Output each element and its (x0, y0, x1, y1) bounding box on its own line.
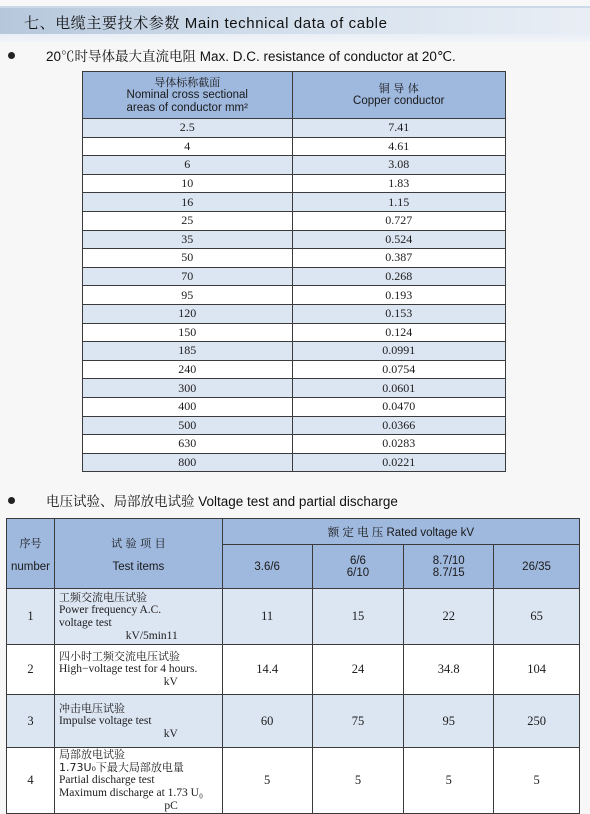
voltage-value-cell: 34.8 (404, 645, 494, 695)
voltage-value-cell: 22 (404, 589, 494, 645)
bullet-icon (8, 52, 15, 59)
resistance-table (82, 71, 506, 472)
table-row (83, 342, 506, 361)
voltage-value-cell: 95 (404, 695, 494, 748)
area-cell: 2.5 (83, 119, 293, 138)
resistance-cell: 0.0754 (292, 360, 506, 379)
area-cell: 95 (83, 286, 293, 305)
v2b: 6/10 (346, 566, 370, 579)
voltage-value-cell: 5 (404, 748, 494, 814)
area-cell: 630 (83, 435, 293, 454)
h-no-en: number (10, 560, 50, 573)
test-item-unit: kV (163, 727, 178, 740)
resistance-cell: 0.0470 (292, 397, 506, 416)
table-row (83, 304, 506, 323)
test-item-cell (54, 645, 222, 695)
table-row (7, 645, 580, 695)
table-row (83, 119, 506, 138)
table-row (83, 193, 506, 212)
h-item-cn: 试 验 项 目 (111, 536, 166, 550)
resistance-cell: 0.268 (292, 267, 506, 286)
header-v3 (404, 545, 494, 589)
area-cell: 240 (83, 360, 293, 379)
header-v2 (312, 545, 404, 589)
test-item-en1: High−voltage test for 4 hours. (58, 663, 198, 675)
col2-en: Copper conductor (353, 95, 445, 107)
resistance-cell: 1.15 (292, 193, 506, 212)
resistance-cell: 0.0221 (292, 453, 506, 472)
table-row (83, 435, 506, 454)
voltage-value-cell: 75 (312, 695, 404, 748)
area-cell: 185 (83, 342, 293, 361)
table-row (83, 267, 506, 286)
table-row (7, 748, 580, 814)
table-row (83, 397, 506, 416)
table-row (83, 174, 506, 193)
test-item-unit: kV (163, 676, 178, 688)
resistance-cell: 0.153 (292, 304, 506, 323)
row-number: 1 (7, 589, 55, 645)
table-row (83, 323, 506, 342)
voltage-value-cell: 104 (494, 645, 580, 695)
header-test-items (54, 519, 222, 589)
test-item-en1: Power frequency A.C. (58, 603, 162, 616)
area-cell: 35 (83, 230, 293, 249)
test-item-cn2: 1.73U₀下最大局部放电量 (58, 761, 184, 774)
test-item-en1: Partial discharge test (58, 774, 155, 786)
table-row (83, 137, 506, 156)
test-item-cn: 四小时工频交流电压试验 (58, 650, 180, 663)
resistance-cell: 0.0283 (292, 435, 506, 454)
test-item-cn: 工频交流电压试验 (58, 590, 147, 604)
row-number: 4 (7, 748, 55, 814)
table-row (83, 360, 506, 379)
col1-en1: Nominal cross sectional (126, 88, 248, 101)
header-rated-voltage: 额 定 电 压 Rated voltage kV (222, 519, 579, 545)
voltage-value-cell: 14.4 (222, 645, 312, 695)
test-item-unit: pC (164, 800, 178, 812)
voltage-test-table (6, 518, 580, 814)
col-header-area (83, 72, 293, 119)
area-cell: 70 (83, 267, 293, 286)
header-v1: 3.6/6 (222, 545, 312, 589)
resistance-cell: 0.0601 (292, 379, 506, 398)
test-item-en2: voltage test (58, 616, 112, 629)
col1-en2: areas of conductor mm² (126, 101, 248, 114)
table-row (83, 249, 506, 268)
resistance-cell: 0.193 (292, 286, 506, 305)
test-item-en2: Maximum discharge at 1.73 U₀ (58, 787, 203, 799)
resistance-cell: 0.0991 (292, 342, 506, 361)
table-row (83, 379, 506, 398)
header-v4: 26/35 (494, 545, 580, 589)
col1-cn: 导体标称截面 (154, 75, 221, 89)
table-row (83, 211, 506, 230)
test-item-cn: 局部放电试验 (58, 748, 125, 761)
voltage-value-cell: 5 (494, 748, 580, 814)
voltage-value-cell: 65 (494, 589, 580, 645)
test-item-cn: 冲击电压试验 (58, 701, 125, 715)
h-no-cn: 序号 (19, 536, 42, 550)
test-item-cell (54, 748, 222, 814)
area-cell: 4 (83, 137, 293, 156)
area-cell: 10 (83, 174, 293, 193)
resistance-cell: 0.387 (292, 249, 506, 268)
area-cell: 16 (83, 193, 293, 212)
table-row (7, 695, 580, 748)
bullet-icon (8, 497, 15, 504)
table-row (83, 416, 506, 435)
row-number: 3 (7, 695, 55, 748)
voltage-value-cell: 60 (222, 695, 312, 748)
area-cell: 800 (83, 453, 293, 472)
v3b: 8.7/15 (432, 566, 465, 579)
resistance-cell: 3.08 (292, 156, 506, 175)
page-title: 七、电缆主要技术参数 Main technical data of cable (24, 15, 388, 32)
row-number: 2 (7, 645, 55, 695)
voltage-value-cell: 15 (312, 589, 404, 645)
resistance-cell: 7.41 (292, 119, 506, 138)
test-item-en1: Impulse voltage test (58, 714, 152, 727)
voltage-value-cell: 11 (222, 589, 312, 645)
resistance-cell: 0.0366 (292, 416, 506, 435)
resistance-cell: 0.124 (292, 323, 506, 342)
resistance-cell: 4.61 (292, 137, 506, 156)
test-item-cell (54, 589, 222, 645)
header-number (7, 519, 55, 589)
h-item-en: Test items (112, 560, 165, 573)
voltage-value-cell: 5 (312, 748, 404, 814)
area-cell: 120 (83, 304, 293, 323)
area-cell: 500 (83, 416, 293, 435)
col2-cn: 铜 导 体 (378, 82, 419, 95)
area-cell: 300 (83, 379, 293, 398)
voltage-value-cell: 250 (494, 695, 580, 748)
area-cell: 6 (83, 156, 293, 175)
section2-heading: 电压试验、局部放电试验 Voltage test and partial discharge (46, 494, 398, 509)
area-cell: 150 (83, 323, 293, 342)
v2a: 6/6 (349, 554, 366, 567)
col-header-copper (292, 72, 506, 119)
resistance-cell: 0.727 (292, 211, 506, 230)
test-item-cell (54, 695, 222, 748)
area-cell: 50 (83, 249, 293, 268)
voltage-value-cell: 5 (222, 748, 312, 814)
voltage-value-cell: 24 (312, 645, 404, 695)
area-cell: 25 (83, 211, 293, 230)
section1-heading: 20℃时导体最大直流电阻 Max. D.C. resistance of conductor at 20℃. (46, 49, 456, 64)
test-item-unit: kV/5min11 (125, 629, 178, 642)
resistance-cell: 0.524 (292, 230, 506, 249)
table-row (83, 230, 506, 249)
area-cell: 400 (83, 397, 293, 416)
table-row (83, 286, 506, 305)
table-row (7, 589, 580, 645)
table-row (83, 156, 506, 175)
resistance-cell: 1.83 (292, 174, 506, 193)
table-row (83, 453, 506, 472)
v3a: 8.7/10 (432, 554, 465, 567)
